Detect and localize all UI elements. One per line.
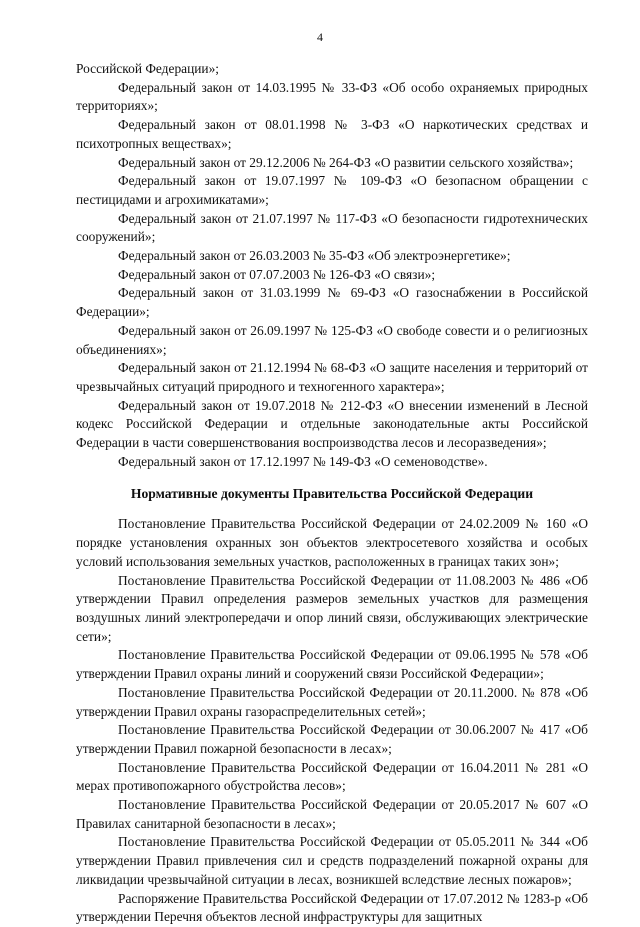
law-item: Федеральный закон от 29.12.2006 № 264-ФЗ «О развитии сельского хозяйства»; (118, 154, 574, 170)
law-item: Федеральный закон от 08.01.1998 № 3-ФЗ «О наркотических средствах и психотропных веществах»; (76, 117, 588, 151)
law-item: Российской Федерации»; (76, 61, 219, 76)
law-item: Федеральный закон от 26.09.1997 № 125-ФЗ «О свободе совести и о религиозных объединениях»; (76, 322, 588, 357)
gov-doc-item: Постановление Правительства Российской Федерации от 09.06.1995 № 578 «Об утверждении Правил охраны линий и сооружений связи Российской Федерации»; (76, 647, 588, 682)
gov-doc-item: Постановление Правительства Российской Федерации от 24.02.2009 № 160 «О порядке установления охранных зон объектов электросетевого хозяйства и особых условий использования земельных участков, расположенных в границах таких зон»; (76, 516, 588, 569)
law-item: Федеральный закон от 19.07.1997 № 109-ФЗ «О безопасном обращении с пестицидами и агрохимикатами»; (76, 173, 588, 207)
law-item: Федеральный закон от 26.03.2003 № 35-ФЗ «Об электроэнергетике»; (118, 248, 511, 264)
gov-doc-item: Постановление Правительства Российской Федерации от 20.11.2000. № 878 «Об утверждении Правил охраны газораспределительных сетей»; (76, 684, 588, 719)
law-item: Федеральный закон от 14.03.1995 № 33-ФЗ «Об особо охраняемых природных территориях»; (76, 79, 588, 114)
gov-doc-item: Постановление Правительства Российской Федерации от 30.06.2007 № 417 «Об утверждении Правил пожарной безопасности в лесах»; (76, 722, 588, 756)
law-item: Федеральный закон от 31.03.1999 № 69-ФЗ «О газоснабжении в Российской Федерации»; (76, 285, 588, 320)
law-item: Федеральный закон от 19.07.2018 № 212-ФЗ «О внесении изменений в Лесной кодекс Российской Федерации и отдельные законодательные акты Российской Федерации в части совершенствования воспроизводства лесов и лесоразведения»; (76, 397, 588, 451)
page-number: 4 (317, 30, 323, 44)
document-body (76, 60, 588, 927)
gov-doc-item: Постановление Правительства Российской Федерации от 20.05.2017 № 607 «О Правилах санитарной безопасности в лесах»; (76, 797, 588, 831)
law-item: Федеральный закон от 17.12.1997 № 149-ФЗ «О семеноводстве». (118, 453, 488, 469)
gov-doc-item: Постановление Правительства Российской Федерации от 16.04.2011 № 281 «О мерах противопожарного обустройства лесов»; (76, 759, 588, 794)
section-heading: Нормативные документы Правительства Российской Федерации (130, 486, 534, 502)
gov-doc-item: Постановление Правительства Российской Федерации от 05.05.2011 № 344 «Об утверждении Правил привлечения сил и средств подразделений пожарной охраны для ликвидации чрезвычайной ситуации в лесах, возникшей вследствие лесных пожаров»; (76, 834, 588, 887)
law-item: Федеральный закон от 07.07.2003 № 126-ФЗ «О связи»; (118, 266, 436, 282)
law-item: Федеральный закон от 21.07.1997 № 117-ФЗ «О безопасности гидротехнических сооружений»; (76, 210, 588, 245)
law-item: Федеральный закон от 21.12.1994 № 68-ФЗ «О защите населения и территорий от чрезвычайных ситуаций природного и техногенного характера»; (76, 360, 588, 394)
gov-doc-item: Распоряжение Правительства Российской Федерации от 17.07.2012 № 1283-р «Об утверждении Перечня объектов лесной инфраструктуры для защитных (76, 890, 588, 925)
gov-doc-item: Постановление Правительства Российской Федерации от 11.08.2003 № 486 «Об утверждении Правил определения размеров земельных участков для размещения воздушных линий электропередачи и опор линий связи, обслуживающих электрические сети»; (76, 572, 588, 644)
